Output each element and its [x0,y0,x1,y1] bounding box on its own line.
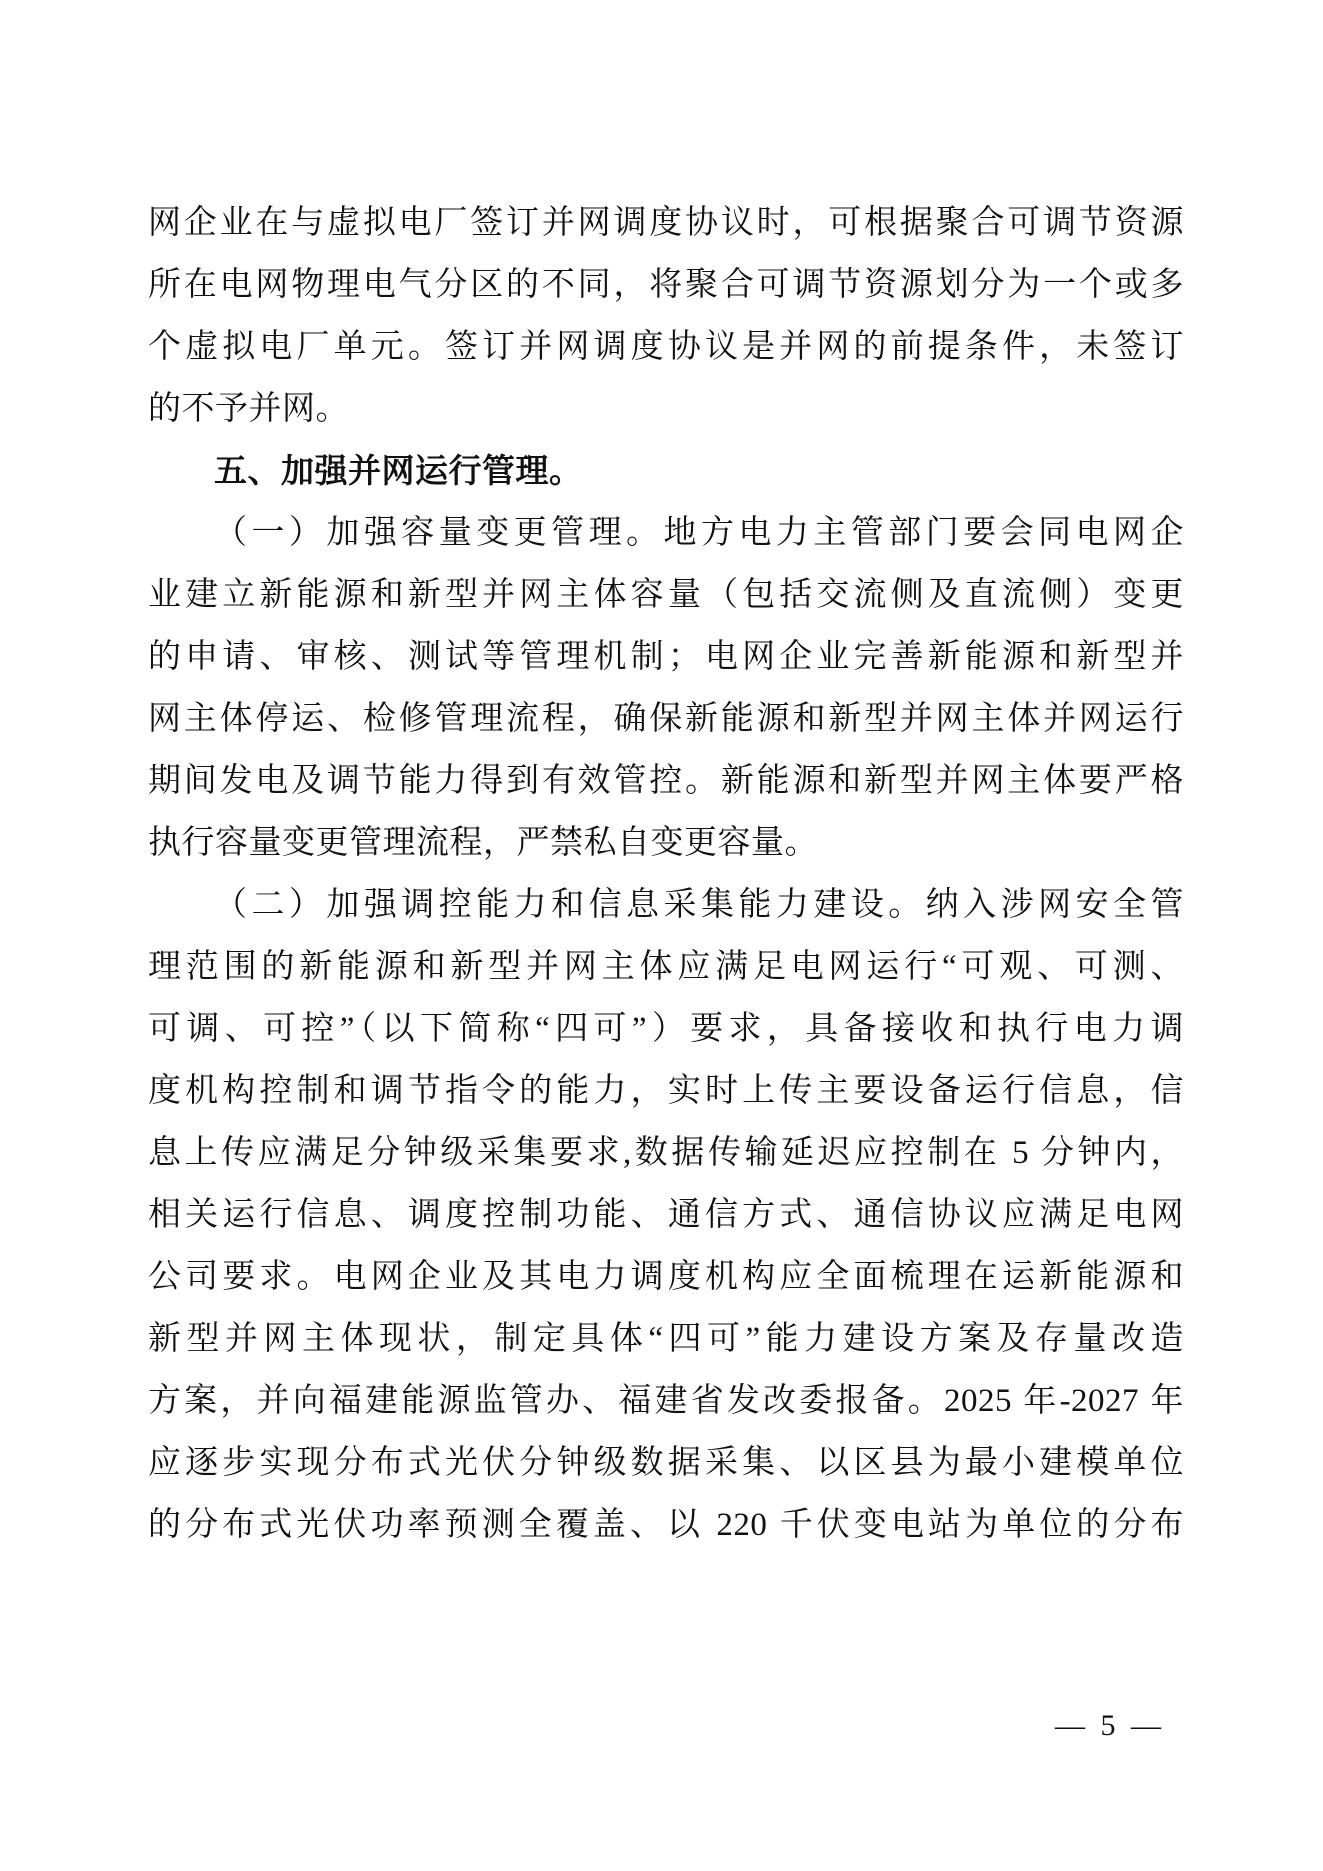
text-line: 个虚拟电厂单元。签订并网调度协议是并网的前提条件，未签订 [148,329,1184,365]
text-line: 执行容量变更管理流程，严禁私自变更容量。 [148,825,818,861]
text-line: 期间发电及调节能力得到有效管控。新能源和新型并网主体要严格 [148,763,1184,799]
section-heading: 五、加强并网运行管理。 [214,452,583,489]
text-line: 所在电网物理电气分区的不同，将聚合可调节资源划分为一个或多 [148,267,1184,303]
text-line: 理范围的新能源和新型并网主体应满足电网运行“可观、可测、 [148,949,1184,985]
text-line: 的分布式光伏功率预测全覆盖、以 220 千伏变电站为单位的分布 [148,1507,1184,1543]
text-line: 度机构控制和调节指令的能力，实时上传主要设备运行信息，信 [148,1073,1184,1109]
text-line: 息上传应满足分钟级采集要求,数据传输延迟应控制在 5 分钟内， [148,1135,1184,1171]
text-line: （一）加强容量变更管理。地方电力主管部门要会同电网企 [214,515,1184,551]
text-line: 的申请、审核、测试等管理机制；电网企业完善新能源和新型并 [148,639,1184,675]
text-line: （二）加强调控能力和信息采集能力建设。纳入涉网安全管 [214,887,1184,923]
text-line: 应逐步实现分布式光伏分钟级数据采集、以区县为最小建模单位 [148,1445,1184,1481]
text-line: 相关运行信息、调度控制功能、通信方式、通信协议应满足电网 [148,1197,1184,1233]
page-number: — 5 — [1055,1709,1165,1742]
text-line: 网企业在与虚拟电厂签订并网调度协议时，可根据聚合可调节资源 [148,205,1184,241]
text-line: 公司要求。电网企业及其电力调度机构应全面梳理在运新能源和 [148,1259,1184,1295]
text-line: 新型并网主体现状，制定具体“四可”能力建设方案及存量改造 [148,1321,1184,1357]
text-line: 业建立新能源和新型并网主体容量（包括交流侧及直流侧）变更 [148,577,1184,613]
text-line: 的不予并网。 [148,391,349,427]
document-text-block [148,192,1184,1556]
text-line: 可调、可控”（以下简称“四可”）要求，具备接收和执行电力调 [148,1011,1184,1047]
text-line: 网主体停运、检修管理流程，确保新能源和新型并网主体并网运行 [148,701,1184,737]
text-line: 方案，并向福建能源监管办、福建省发改委报备。2025 年-2027 年 [148,1383,1184,1419]
